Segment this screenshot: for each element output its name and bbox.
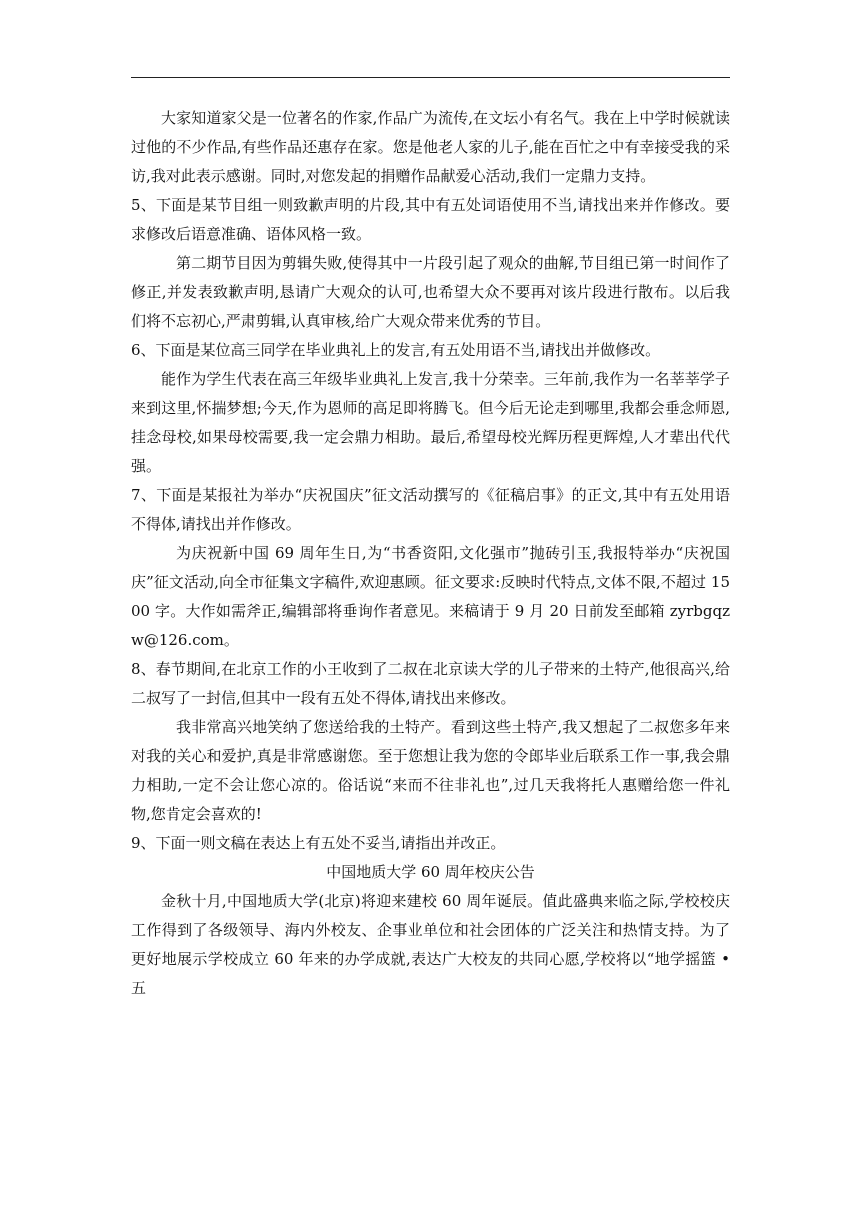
passage-call-for-papers: 为庆祝新中国 69 周年生日,为“书香资阳,文化强市”抛砖引玉,我报特举办“庆祝国庆”征文活动,向全市征集文字稿件,欢迎惠顾。征文要求:反映时代特点,文体不限,不超过 1500 字。大作如需斧正,编辑部将垂询作者意见。来稿请于 9 月 20 日前发至邮箱 zyrbgqzw@126.com。 bbox=[131, 544, 730, 649]
question-7: 7、下面是某报社为举办“庆祝国庆”征文活动撰写的《征稿启事》的正文,其中有五处用语不得体,请找出并作修改。 bbox=[131, 486, 730, 533]
header-rule bbox=[131, 77, 730, 78]
question-6: 6、下面是某位高三同学在毕业典礼上的发言,有五处用语不当,请找出并做修改。 bbox=[131, 341, 661, 359]
question-5: 5、下面是某节目组一则致歉声明的片段,其中有五处词语使用不当,请找出来并作修改。要求修改后语意准确、语体风格一致。 bbox=[131, 196, 730, 243]
question-8: 8、春节期间,在北京工作的小王收到了二叔在北京读大学的儿子带来的土特产,他很高兴,给二叔写了一封信,但其中一段有五处不得体,请找出来修改。 bbox=[131, 660, 730, 707]
passage-graduation-speech: 能作为学生代表在高三年级毕业典礼上发言,我十分荣幸。三年前,我作为一名莘莘学子来到这里,怀揣梦想;今天,作为恩师的高足即将腾飞。但今后无论走到哪里,我都会垂念师恩,挂念母校,如果母校需要,我一定会鼎力相助。最后,希望母校光辉历程更辉煌,人才辈出代代强。 bbox=[131, 370, 730, 475]
passage-apology-statement: 第二期节目因为剪辑失败,使得其中一片段引起了观众的曲解,节目组已第一时间作了修正,并发表致歉声明,恳请广大观众的认可,也希望大众不要再对该片段进行散布。以后我们将不忘初心,严肃剪辑,认真审核,给广大观众带来优秀的节目。 bbox=[131, 254, 730, 330]
passage-anniversary-announcement: 金秋十月,中国地质大学(北京)将迎来建校 60 周年诞辰。值此盛典来临之际,学校校庆工作得到了各级领导、海内外校友、企事业单位和社会团体的广泛关注和热情支持。为了更好地展示学校成立 60 年来的办学成就,表达广大校友的共同心愿,学校将以“地学摇篮 • 五 bbox=[131, 892, 730, 997]
document-body bbox=[131, 104, 730, 1003]
passage-letter: 我非常高兴地笑纳了您送给我的土特产。看到这些土特产,我又想起了二叔您多年来对我的关心和爱护,真是非常感谢您。至于您想让我为您的令郎毕业后联系工作一事,我会鼎力相助,一定不会让您心凉的。俗话说“来而不往非礼也”,过几天我将托人惠赠给您一件礼物,您肯定会喜欢的! bbox=[131, 718, 730, 823]
announcement-title: 中国地质大学 60 周年校庆公告 bbox=[326, 863, 535, 881]
passage-interview: 大家知道家父是一位著名的作家,作品广为流传,在文坛小有名气。我在上中学时候就读过他的不少作品,有些作品还惠存在家。您是他老人家的儿子,能在百忙之中有幸接受我的采访,我对此表示感谢。同时,对您发起的捐赠作品献爱心活动,我们一定鼎力支持。 bbox=[131, 109, 730, 185]
question-9: 9、下面一则文稿在表达上有五处不妥当,请指出并改正。 bbox=[131, 834, 506, 852]
